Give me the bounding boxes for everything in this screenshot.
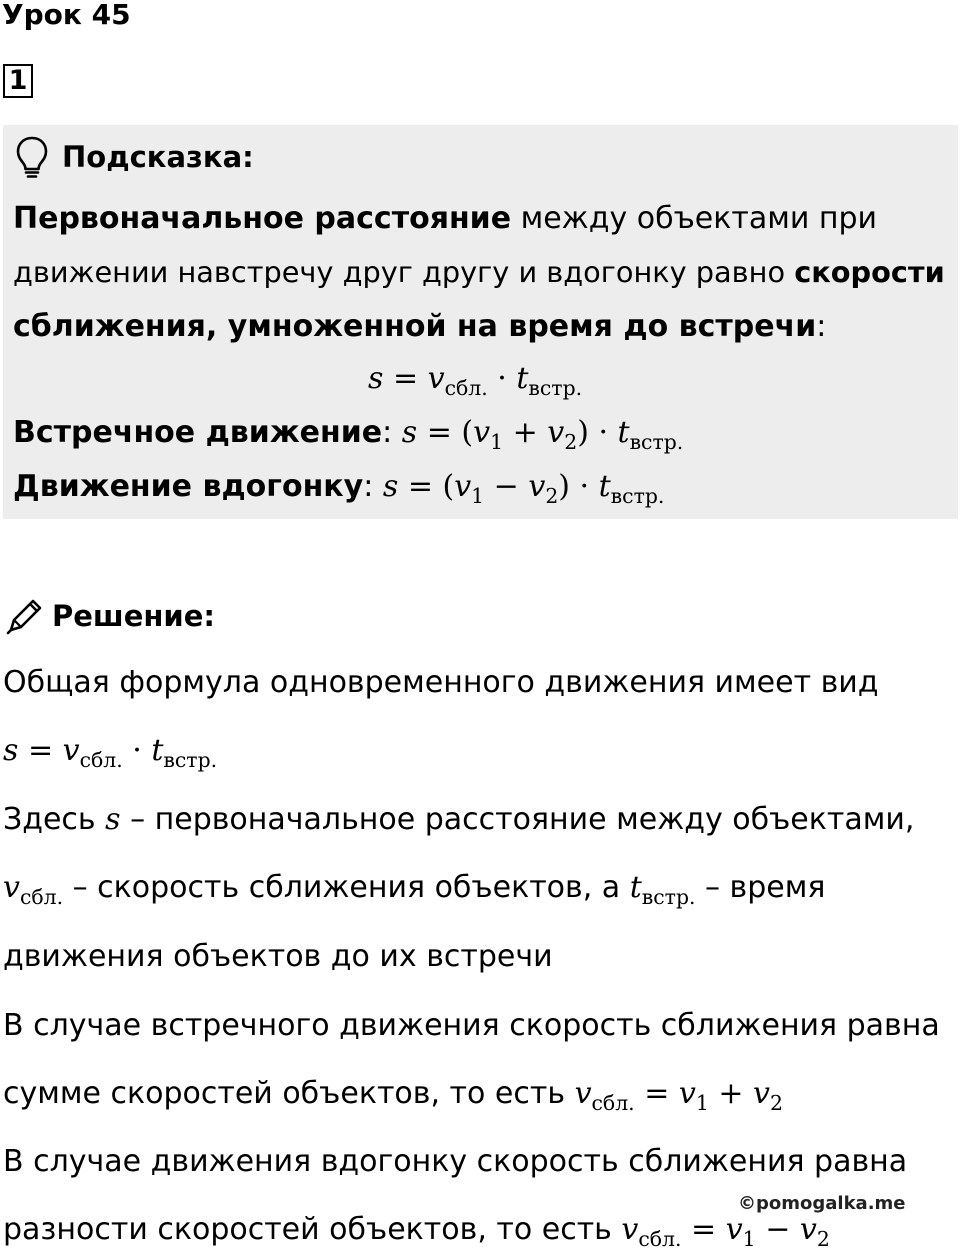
hint-text: между объектами при [511,201,878,236]
hint-line-3 [13,309,826,344]
task-number-box: 1 [3,64,33,98]
hint-text: движении навстречу друг другу и вдогонку равно [13,255,795,289]
hint-bold-term: скорости [794,255,945,289]
pencil-icon [4,595,46,637]
meet-label: Встречное движение [13,415,383,450]
lesson-title: Урок 45 [2,0,131,31]
hint-formula-main: $s = v_{сбл.} \cdot t_{встр.}$ [368,361,583,401]
solution-line-6: В случае встречного движения скорость сближения равна [3,1008,940,1043]
hint-heading [14,131,254,183]
solution-line-3: Здесь s – первоначальное расстояние между объектами, [3,802,915,837]
hint-line-1 [13,201,877,236]
site-watermark: ©pomogalka.me [738,1193,906,1214]
solution-line-9: разности скоростей объектов, то есть $v_{сбл.} = v_1 - v_2$ [3,1212,830,1252]
hint-meet-line: Встречное движение: $s = (v_1 + v_2) \cdot t_{встр.}$ [13,415,684,455]
lightbulb-icon [14,135,50,179]
hint-line-2 [13,255,945,289]
solution-line-7: сумме скоростей объектов, то есть $v_{сбл.} = v_1 + v_2$ [3,1076,783,1116]
hint-chase-line: Движение вдогонку: $s = (v_1 - v_2) \cdot t_{встр.}$ [13,469,665,509]
solution-line-4: $v_{сбл.}$ – скорость сближения объектов, а $t_{встр.}$ – время [3,870,826,910]
solution-formula-general: $s = v_{сбл.} \cdot t_{встр.}$ [3,733,218,773]
hint-bold-term: Первоначальное расстояние [13,201,512,236]
solution-heading [4,590,215,642]
chase-label: Движение вдогонку [13,469,364,504]
hint-text: : [816,309,827,344]
solution-line-1: Общая формула одновременного движения имеет вид [3,665,879,700]
solution-line-5: движения объектов до их встречи [3,939,553,974]
solution-heading-text: Решение: [52,599,216,633]
solution-line-8: В случае движения вдогонку скорость сближения равна [3,1144,908,1179]
hint-heading-text: Подсказка: [62,140,254,174]
hint-bold-term: сближения, умноженной на время до встречи [13,309,817,344]
